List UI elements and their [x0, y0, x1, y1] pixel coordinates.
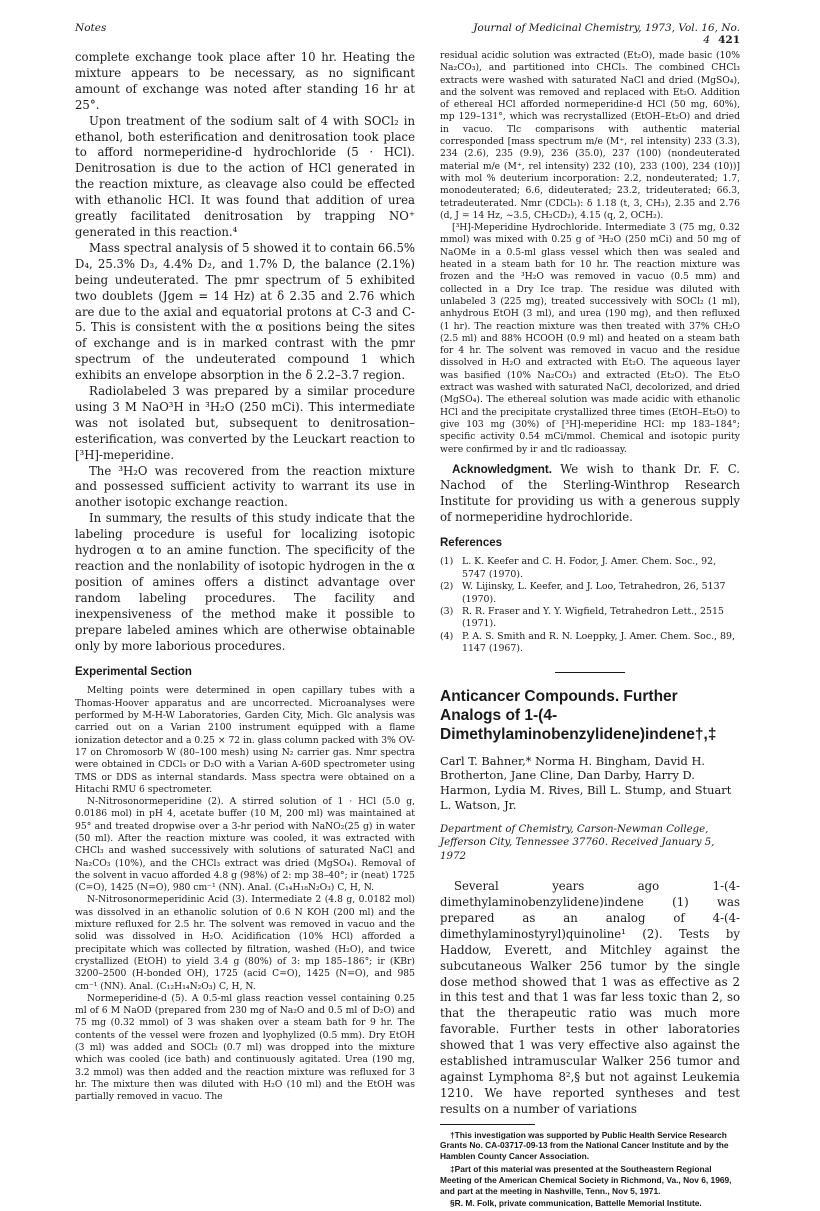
journal-citation: Journal of Medicinal Chemistry, 1973, Vol. 16, No. 4 [473, 22, 740, 46]
footnote: ‡Part of this material was presented at the Southeastern Regional Meeting of the American Chemical Society in Richmond, Va., Nov 6, 1969, and part at the meeting in Nashville, Tenn., Nov 5, 1971. [440, 1164, 732, 1196]
reference-number: (2) [440, 581, 454, 593]
left-column [75, 50, 415, 1104]
reference-item [440, 631, 740, 656]
references-heading: References [440, 537, 503, 550]
body-paragraph: Upon treatment of the sodium salt of 4 with SOCl₂ in ethanol, both esterification and denitrosation took place to afford normeperidine-d hydrochloride (5 · HCl). Denitrosation is due to the action of HCl generated in the reaction mixture, as cleavage also could be effected with ethanolic HCl. It was found that addition of urea greatly facilitated denitrosation by trapping NO⁺ generated in this reaction.⁴ [75, 113, 415, 239]
experimental-paragraph: residual acidic solution was extracted (Et₂O), made basic (10% Na₂CO₃), and partitioned into CHCl₃. The combined CHCl₃ extracts were washed with saturated NaCl and dried (MgSO₄), and the solvent was removed and replaced with Et₂O. Addition of ethereal HCl afforded normeperidine-d HCl (50 mg, 60%), mp 129–131°, which was recrystallized (EtOH–Et₂O) and dried in vacuo. Tlc comparisons with authentic material corresponded [mass spectrum m/e (M⁺, rel intensity) 233 (3.3), 234 (2.6), 235 (9.9), 236 (35.0), 237 (100) (nondeuterated material m/e (M⁺, rel intensity) 232 (10), 233 (100), 234 (10))] with mol % deuterium incorporation: 2.2, nondeuterated; 1.7, monodeuterated; 6.6, dideuterated; 23.2, trideuterated; 66.3, tetradeuterated. Nmr (CDCl₃): δ 1.18 (t, 3, CH₃), 2.35 and 2.76 (d, J = 14 Hz, ~3.5, CH₂CD₂), 4.15 (q, 2, OCH₂). [440, 50, 740, 221]
body-paragraph: The ³H₂O was recovered from the reaction mixture and possessed sufficient activity to warrant its use in another isotopic exchange reaction. [75, 463, 415, 510]
footnote-rule [440, 1124, 535, 1125]
article-divider [555, 672, 625, 673]
experimental-paragraph: N-Nitrosonormeperidinic Acid (3). Intermediate 2 (4.8 g, 0.0182 mol) was dissolved in an ethanolic solution of 0.6 N KOH (200 ml) and the mixture refluxed for 2.5 hr. The solvent was removed in vacuo and the solid was dissolved in H₂O. Acidification (10% HCl) afforded a precipitate which was collected by filtration, washed (H₂O), and twice crystallized (EtOH) to yield 3.4 g (80%) of 3: mp 185–186°; ir (KBr) 3200–2500 (H-bonded OH), 1725 (acid C=O), 1425 (N=O), and 985 cm⁻¹ (NN). Anal. (C₁₂H₁₄N₂O₃) C, H, N. [75, 894, 415, 992]
reference-list [440, 556, 740, 655]
running-head-journal [440, 22, 740, 46]
right-column [440, 50, 740, 1211]
body-paragraph: In summary, the results of this study indicate that the labeling procedure is useful for localizing isotopic hydrogen α to an amine function. The specificity of the reaction and the nonlability of isotopic hydrogen in the α position of amines offers a distinct advantage over random labeling procedures. The facility and inexpensiveness of the method make it possible to prepare labeled amines which are otherwise obtainable only by more laborious procedures. [75, 511, 415, 653]
experimental-paragraph: Normeperidine-d (5). A 0.5-ml glass reaction vessel containing 0.25 ml of 6 M NaOD (prepared from 230 mg of Na₂O and 0.5 ml of D₂O) and 75 mg (0.32 mmol) of 3 was shaken over a steam bath for 9 hr. The contents of the vessel were frozen and lyophylized (0.5 mm). Dry EtOH (3 ml) was added and SOCl₂ (0.7 ml) was dropped into the mixture which was cooled (ice bath) and continuously agitated. Urea (190 mg, 3.2 mmol) was then added and the reaction mixture was refluxed for 3 hr. The mixture then was diluted with H₂O (10 ml) and the EtOH was partially removed in vacuo. The [75, 992, 415, 1103]
acknowledgment-text: We wish to thank Dr. F. C. Nachod of the Sterling-Winthrop Research Institute for providing us with a generous supply of normeperidine hydrochloride. [440, 461, 741, 524]
body-paragraph: complete exchange took place after 10 hr. Heating the mixture appears to be necessary, as no significant amount of exchange was noted after standing 16 hr at 25°. [75, 50, 415, 112]
acknowledgment-heading: Acknowledgment. [452, 462, 553, 476]
reference-item [440, 581, 740, 606]
running-head-section: Notes [75, 22, 107, 34]
affiliation: Department of Chemistry, Carson-Newman College, Jefferson City, Tennessee 37760. Received January 5, 1972 [440, 823, 715, 862]
footnote: †This investigation was supported by Public Health Service Research Grants No. CA-03717-09-13 from the National Cancer Institute and by the Hamblen County Cancer Association. [440, 1129, 729, 1162]
body-paragraph: Radiolabeled 3 was prepared by a similar procedure using 3 M NaO³H in ³H₂O (250 mCi). This intermediate was not isolated but, subsequent to denitrosation–esterification, was converted by the Leuckart reaction to [³H]-meperidine. [75, 384, 415, 462]
acknowledgment [440, 462, 740, 526]
intro-paragraph: Several years ago 1-(4-dimethylaminobenzylidene)indene (1) was prepared as an analog of 4-(4-dimethylaminostyryl)quinoline¹ (2). Tests by Haddow, Everett, and Mitchley against the subcutaneous Walker 256 tumor by the single dose method showed that 1 was as effective as 2 in this test and that 1 was far less toxic than 2, so that the therapeutic ratio was much more favorable. Further tests in other laboratories showed that 1 was very effective also against the established intramuscular Walker 256 tumor and against Lymphoma 8²,§ but not against Leukemia 1210. We have reported syntheses and test results on a number of variations [440, 879, 740, 1116]
article-title: Anticancer Compounds. Further Analogs of 1-(4-Dimethylaminobenzylidene)indene†,‡ [440, 687, 717, 743]
reference-text: L. K. Keefer and C. H. Fodor, J. Amer. Chem. Soc., 92, 5747 (1970). [462, 556, 717, 580]
reference-number: (1) [440, 556, 454, 568]
reference-text: P. A. S. Smith and R. N. Loeppky, J. Amer. Chem. Soc., 89, 1147 (1967). [462, 630, 735, 655]
experimental-paragraph: Melting points were determined in open capillary tubes with a Thomas-Hoover apparatus and are uncorrected. Microanalyses were performed by M-H-W Laboratories, Garden City, Mich. Glc analysis was carried out on a Varian 2100 instrument equipped with a flame ionization detector and a 0.25 × 72 in. glass column packed with 3% OV-17 on Chromosorb W (80–100 mesh) using N₂ carrier gas. Nmr spectra were obtained in CDCl₃ or D₂O with a Varian A-60D spectrometer using TMS or DDS as internal standards. Mass spectra were obtained on a Hitachi RMU 6 spectrometer. [75, 685, 415, 795]
reference-item [440, 606, 740, 631]
page-number: 421 [718, 34, 740, 46]
reference-number: (4) [440, 630, 454, 642]
experimental-paragraph: N-Nitrosonormeperidine (2). A stirred solution of 1 · HCl (5.0 g, 0.0186 mol) in pH 4, acetate buffer (10 M, 200 ml) was maintained at 95° and treated dropwise over a 3-hr period with NaNO₂(25 g) in water (50 ml). After the reaction mixture was cooled, it was extracted with CHCl₃ and washed successively with solutions of saturated NaCl and Na₂CO₃ (10%), and the CHCl₃ extract was dried (MgSO₄). Removal of the solvent in vacuo afforded 4.8 g (98%) of 2: mp 38–40°; ir (neat) 1725 (C=O), 1425 (N=O), 980 cm⁻¹ (NN). Anal. (C₁₄H₁₈N₂O₃) C, H, N. [75, 796, 415, 894]
body-paragraph: Mass spectral analysis of 5 showed it to contain 66.5% D₄, 25.3% D₃, 4.4% D₂, and 1.7% D, the balance (2.1%) being undeuterated. The pmr spectrum of 5 exhibited two doublets (Jgem = 14 Hz) at δ 2.35 and 2.76 which are due to the axial and equatorial protons at C-3 and C-5. This is consistent with the α positions being the sites of exchange and is in marked contrast with the pmr spectrum of the undeuterated compound 1 which exhibits an envelope absorption in the δ 2.2–3.7 region. [75, 240, 415, 383]
experimental-section-heading: Experimental Section [75, 666, 192, 679]
author-list: Carl T. Bahner,* Norma H. Bingham, David H. Brotherton, Jane Cline, Dan Darby, Harry D. Harmon, Lydia M. Rives, Bill L. Stump, and Stuart L. Watson, Jr. [440, 753, 732, 813]
experimental-paragraph: [³H]-Meperidine Hydrochloride. Intermediate 3 (75 mg, 0.32 mmol) was mixed with 0.25 g of ³H₂O (250 mCi) and 50 mg of NaOMe in a 0.5-ml glass vessel which then was sealed and heated in a steam bath for 10 hr. The reaction mixture was frozen and the ³H₂O was removed in vacuo (0.5 mm) and collected in a Dry Ice trap. The residue was diluted with unlabeled 3 (225 mg), treated successively with SOCl₂ (1 ml), anhydrous EtOH (3 ml), and urea (190 mg), and then refluxed (1 hr). The reaction mixture was then treated with 37% CH₂O (2.5 ml) and 88% HCOOH (0.9 ml) and heated on a steam bath for 4 hr. The solvent was removed in vacuo and the residue dissolved in H₂O and extracted with Et₂O. The aqueous layer was basified (10% Na₂CO₃) and extracted (Et₂O). The Et₂O extract was washed with saturated NaCl, decolorized, and dried (MgSO₄). The ethereal solution was made acidic with ethanolic HCl and the precipitate crystallized three times (EtOH–Et₂O) to give 103 mg (30%) of [³H]-meperidine HCl: mp 183–184°; specific activity 0.54 mCi/mmol. Chemical and isotopic purity were confirmed by ir and tlc radioassay. [440, 222, 740, 455]
reference-item [440, 556, 740, 581]
reference-text: R. R. Fraser and Y. Y. Wigfield, Tetrahedron Lett., 2515 (1971). [462, 606, 724, 630]
reference-number: (3) [440, 606, 454, 618]
footnote: §R. M. Folk, private communication, Battelle Memorial Institute. [450, 1198, 702, 1209]
reference-text: W. Lijinsky, L. Keefer, and J. Loo, Tetrahedron, 26, 5137 (1970). [462, 581, 726, 605]
